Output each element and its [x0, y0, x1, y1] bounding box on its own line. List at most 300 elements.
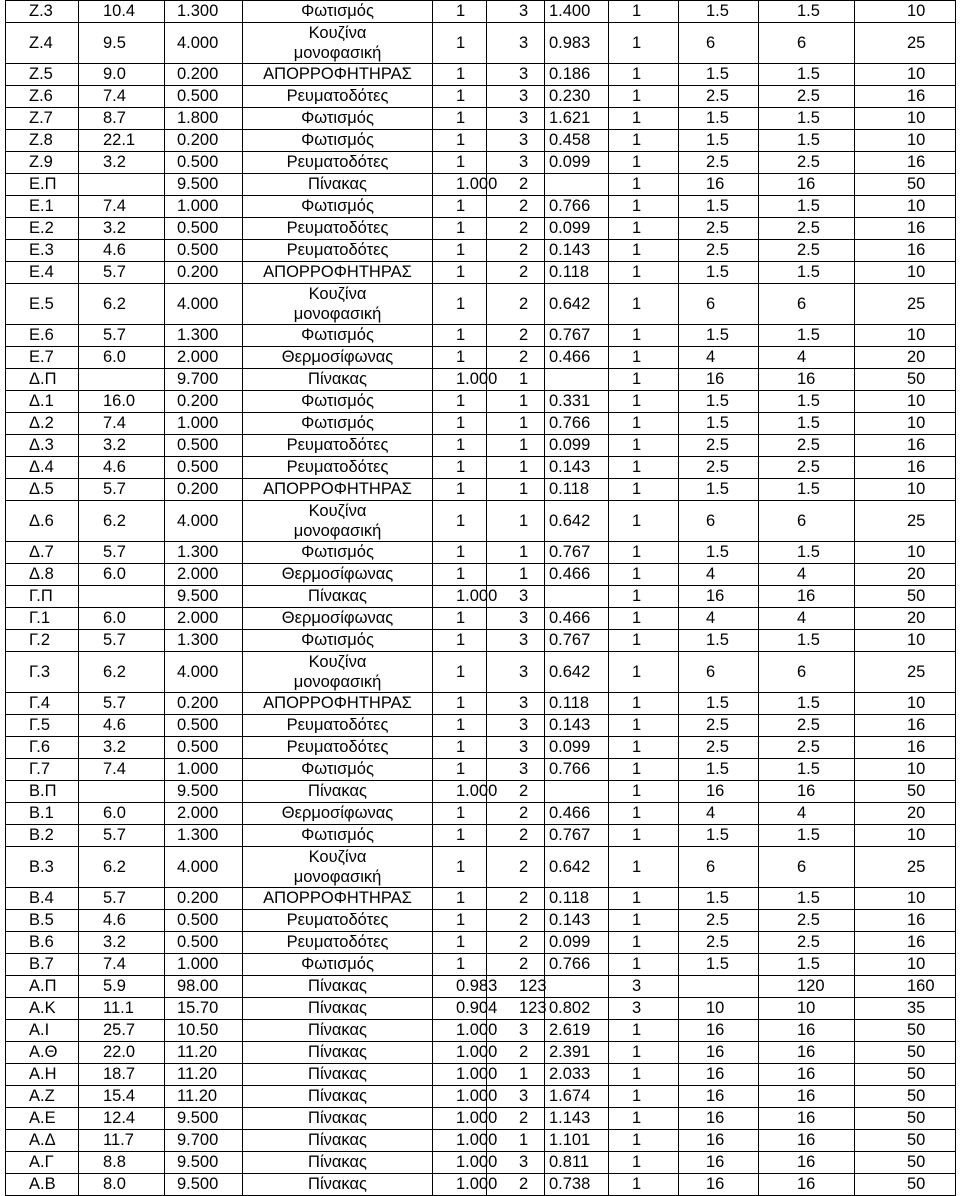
cell-factor: 1	[433, 825, 487, 846]
table-row	[6, 1, 956, 23]
cell-circuit-type: Πίνακας	[243, 998, 433, 1019]
cell-factor: 1	[433, 803, 487, 824]
table-row	[6, 130, 956, 152]
table-row	[6, 630, 956, 652]
table-row	[6, 759, 956, 781]
cell-breaker-rating: 16	[855, 737, 956, 758]
cell-power: 0.200	[165, 693, 243, 714]
cell-count: 1	[609, 1130, 679, 1151]
cell-length: 10.4	[79, 1, 165, 22]
cell-power: 0.500	[165, 435, 243, 456]
cell-factor: 1	[433, 501, 487, 541]
cell-phase: 3	[487, 715, 545, 736]
cell-factor: 1	[433, 196, 487, 217]
cell-factor: 1.000	[433, 369, 487, 390]
cell-cable-section: 6	[679, 652, 759, 692]
cell-cable-section-2: 1.5	[759, 108, 855, 129]
cell-phase: 3	[487, 737, 545, 758]
table-row	[6, 369, 956, 391]
cell-factor: 1	[433, 715, 487, 736]
cell-cable-section-2: 6	[759, 284, 855, 324]
cell-phase: 1	[487, 369, 545, 390]
cell-phase: 2	[487, 847, 545, 887]
cell-phase: 2	[487, 932, 545, 953]
cell-count: 1	[609, 652, 679, 692]
cell-voltage-drop: 1.101	[545, 1130, 609, 1151]
table-row	[6, 1042, 956, 1064]
cell-power: 4.000	[165, 284, 243, 324]
cell-breaker-rating: 50	[855, 174, 956, 195]
cell-phase: 3	[487, 130, 545, 151]
cell-power: 0.500	[165, 932, 243, 953]
cell-breaker-rating: 50	[855, 1042, 956, 1063]
cell-length: 5.7	[79, 262, 165, 283]
cell-count: 1	[609, 910, 679, 931]
cell-circuit-id: Γ.5	[6, 715, 79, 736]
cell-length: 6.0	[79, 564, 165, 585]
cell-voltage-drop: 0.767	[545, 825, 609, 846]
cell-cable-section-2: 1.5	[759, 325, 855, 346]
cell-cable-section-2: 1.5	[759, 64, 855, 85]
cell-circuit-id: Ε.6	[6, 325, 79, 346]
cell-voltage-drop: 0.118	[545, 888, 609, 909]
cell-factor: 1	[433, 479, 487, 500]
circuit-type-line: Κουζίνα	[308, 848, 367, 866]
circuit-type-line: Κουζίνα	[308, 502, 367, 520]
cell-power: 11.20	[165, 1064, 243, 1085]
cell-cable-section: 16	[679, 1020, 759, 1041]
cell-cable-section: 2.5	[679, 715, 759, 736]
cell-voltage-drop: 0.642	[545, 501, 609, 541]
cell-voltage-drop: 0.811	[545, 1152, 609, 1173]
cell-factor: 1	[433, 284, 487, 324]
cell-cable-section: 2.5	[679, 86, 759, 107]
table-row	[6, 586, 956, 608]
cell-cable-section-2: 120	[759, 976, 855, 997]
table-row	[6, 954, 956, 976]
circuit-type-line: μονοφασική	[293, 305, 382, 323]
cell-circuit-id: Γ.3	[6, 652, 79, 692]
cell-count: 1	[609, 1064, 679, 1085]
cell-breaker-rating: 16	[855, 457, 956, 478]
cell-cable-section: 1.5	[679, 888, 759, 909]
cell-length: 9.0	[79, 64, 165, 85]
cell-circuit-type: Ρευματοδότες	[243, 715, 433, 736]
cell-circuit-type: Ρευματοδότες	[243, 218, 433, 239]
cell-factor: 1	[433, 1, 487, 22]
cell-power: 1.000	[165, 413, 243, 434]
cell-phase: 2	[487, 325, 545, 346]
cell-voltage-drop: 2.033	[545, 1064, 609, 1085]
circuit-table	[5, 0, 956, 1196]
cell-circuit-type: Πίνακας	[243, 586, 433, 607]
cell-voltage-drop: 0.738	[545, 1174, 609, 1195]
cell-count: 1	[609, 737, 679, 758]
cell-circuit-id: Δ.Π	[6, 369, 79, 390]
cell-phase: 2	[487, 284, 545, 324]
cell-cable-section-2: 6	[759, 501, 855, 541]
cell-circuit-id: Δ.3	[6, 435, 79, 456]
cell-count: 1	[609, 564, 679, 585]
cell-breaker-rating: 10	[855, 130, 956, 151]
cell-cable-section: 2.5	[679, 435, 759, 456]
cell-power: 9.500	[165, 174, 243, 195]
cell-count: 3	[609, 998, 679, 1019]
cell-length	[79, 174, 165, 195]
cell-circuit-type: Φωτισμός	[243, 391, 433, 412]
cell-cable-section-2: 2.5	[759, 737, 855, 758]
cell-breaker-rating: 50	[855, 1152, 956, 1173]
cell-voltage-drop	[545, 174, 609, 195]
cell-length: 7.4	[79, 196, 165, 217]
cell-power: 2.000	[165, 608, 243, 629]
cell-count: 1	[609, 108, 679, 129]
table-row	[6, 413, 956, 435]
cell-cable-section: 1.5	[679, 108, 759, 129]
cell-circuit-id: Γ.7	[6, 759, 79, 780]
cell-length: 8.0	[79, 1174, 165, 1195]
cell-length: 25.7	[79, 1020, 165, 1041]
cell-cable-section: 2.5	[679, 218, 759, 239]
cell-power: 9.500	[165, 1108, 243, 1129]
cell-breaker-rating: 10	[855, 262, 956, 283]
cell-voltage-drop: 0.642	[545, 284, 609, 324]
table-row	[6, 1064, 956, 1086]
table-row	[6, 347, 956, 369]
table-row	[6, 1130, 956, 1152]
cell-breaker-rating: 10	[855, 888, 956, 909]
cell-factor: 1	[433, 64, 487, 85]
cell-factor: 1	[433, 954, 487, 975]
table-row	[6, 240, 956, 262]
cell-length: 5.7	[79, 479, 165, 500]
cell-breaker-rating: 50	[855, 586, 956, 607]
cell-phase: 3	[487, 108, 545, 129]
table-row	[6, 847, 956, 888]
cell-circuit-id: Α.Γ	[6, 1152, 79, 1173]
cell-cable-section-2: 16	[759, 1020, 855, 1041]
cell-length: 6.0	[79, 608, 165, 629]
cell-length: 5.7	[79, 693, 165, 714]
cell-factor: 1.000	[433, 1152, 487, 1173]
cell-circuit-type	[243, 847, 433, 887]
table-row	[6, 825, 956, 847]
cell-breaker-rating: 50	[855, 369, 956, 390]
cell-phase: 1	[487, 564, 545, 585]
cell-cable-section: 2.5	[679, 737, 759, 758]
cell-cable-section: 1.5	[679, 196, 759, 217]
cell-breaker-rating: 10	[855, 825, 956, 846]
cell-phase: 1	[487, 435, 545, 456]
cell-cable-section: 16	[679, 1152, 759, 1173]
cell-voltage-drop: 0.766	[545, 759, 609, 780]
cell-circuit-type: Θερμοσίφωνας	[243, 347, 433, 368]
cell-cable-section-2: 1.5	[759, 630, 855, 651]
cell-cable-section-2: 1.5	[759, 759, 855, 780]
cell-circuit-type: ΑΠΟΡΡΟΦΗΤΗΡΑΣ	[243, 693, 433, 714]
cell-circuit-type: Φωτισμός	[243, 759, 433, 780]
cell-voltage-drop: 0.767	[545, 542, 609, 563]
cell-phase: 3	[487, 586, 545, 607]
cell-length	[79, 369, 165, 390]
cell-circuit-type: ΑΠΟΡΡΟΦΗΤΗΡΑΣ	[243, 888, 433, 909]
cell-phase: 3	[487, 1020, 545, 1041]
cell-voltage-drop: 0.642	[545, 652, 609, 692]
cell-circuit-id: Ζ.5	[6, 64, 79, 85]
cell-breaker-rating: 50	[855, 781, 956, 802]
cell-voltage-drop: 0.118	[545, 479, 609, 500]
cell-circuit-type: Πίνακας	[243, 369, 433, 390]
cell-cable-section: 2.5	[679, 152, 759, 173]
cell-factor: 1.000	[433, 1020, 487, 1041]
cell-breaker-rating: 50	[855, 1130, 956, 1151]
cell-voltage-drop: 0.099	[545, 152, 609, 173]
cell-phase: 1	[487, 542, 545, 563]
cell-circuit-id: Ζ.8	[6, 130, 79, 151]
cell-power: 0.200	[165, 888, 243, 909]
cell-length: 5.7	[79, 630, 165, 651]
cell-circuit-type: Ρευματοδότες	[243, 737, 433, 758]
cell-phase: 3	[487, 23, 545, 63]
cell-power: 0.200	[165, 391, 243, 412]
cell-factor: 1	[433, 240, 487, 261]
cell-circuit-id: Β.5	[6, 910, 79, 931]
cell-breaker-rating: 10	[855, 759, 956, 780]
cell-circuit-id: Δ.6	[6, 501, 79, 541]
cell-count: 1	[609, 391, 679, 412]
cell-cable-section: 16	[679, 586, 759, 607]
cell-cable-section-2: 2.5	[759, 932, 855, 953]
cell-breaker-rating: 10	[855, 630, 956, 651]
cell-phase: 2	[487, 262, 545, 283]
cell-cable-section-2: 16	[759, 586, 855, 607]
cell-voltage-drop: 1.674	[545, 1086, 609, 1107]
cell-circuit-type: Φωτισμός	[243, 325, 433, 346]
cell-circuit-id: Β.1	[6, 803, 79, 824]
cell-voltage-drop: 0.466	[545, 564, 609, 585]
cell-breaker-rating: 25	[855, 847, 956, 887]
cell-phase: 2	[487, 347, 545, 368]
cell-power: 0.500	[165, 152, 243, 173]
cell-factor: 1	[433, 847, 487, 887]
cell-factor: 1	[433, 23, 487, 63]
cell-breaker-rating: 16	[855, 932, 956, 953]
cell-voltage-drop	[545, 781, 609, 802]
cell-circuit-type: Φωτισμός	[243, 413, 433, 434]
cell-breaker-rating: 160	[855, 976, 956, 997]
cell-circuit-type: Ρευματοδότες	[243, 435, 433, 456]
cell-voltage-drop: 0.118	[545, 693, 609, 714]
cell-phase: 3	[487, 1, 545, 22]
cell-count: 1	[609, 23, 679, 63]
table-row	[6, 1108, 956, 1130]
cell-cable-section-2: 16	[759, 1064, 855, 1085]
table-row	[6, 196, 956, 218]
cell-cable-section: 4	[679, 347, 759, 368]
cell-circuit-type: Ρευματοδότες	[243, 457, 433, 478]
cell-circuit-id: Β.2	[6, 825, 79, 846]
cell-count: 3	[609, 976, 679, 997]
cell-cable-section-2: 1.5	[759, 391, 855, 412]
cell-length: 6.2	[79, 501, 165, 541]
cell-power: 1.300	[165, 325, 243, 346]
cell-power: 1.300	[165, 825, 243, 846]
cell-circuit-type: Φωτισμός	[243, 196, 433, 217]
cell-power: 1.000	[165, 196, 243, 217]
cell-power: 10.50	[165, 1020, 243, 1041]
cell-factor: 1	[433, 564, 487, 585]
cell-power: 4.000	[165, 652, 243, 692]
cell-phase: 1	[487, 413, 545, 434]
cell-count: 1	[609, 586, 679, 607]
cell-circuit-type	[243, 652, 433, 692]
cell-power: 0.500	[165, 910, 243, 931]
circuit-type-line: Κουζίνα	[308, 285, 367, 303]
cell-factor: 1	[433, 542, 487, 563]
cell-circuit-type: Πίνακας	[243, 1174, 433, 1195]
cell-factor: 1	[433, 152, 487, 173]
cell-circuit-type: Φωτισμός	[243, 542, 433, 563]
cell-length: 16.0	[79, 391, 165, 412]
cell-circuit-id: Ε.7	[6, 347, 79, 368]
cell-factor: 1	[433, 262, 487, 283]
cell-phase: 1	[487, 457, 545, 478]
cell-count: 1	[609, 932, 679, 953]
cell-factor: 1	[433, 325, 487, 346]
cell-length	[79, 586, 165, 607]
cell-phase: 2	[487, 888, 545, 909]
cell-cable-section: 6	[679, 284, 759, 324]
cell-circuit-type: Θερμοσίφωνας	[243, 608, 433, 629]
cell-circuit-id: Α.Η	[6, 1064, 79, 1085]
cell-length: 7.4	[79, 86, 165, 107]
cell-factor: 1	[433, 218, 487, 239]
cell-power: 9.500	[165, 1174, 243, 1195]
cell-circuit-id: Δ.5	[6, 479, 79, 500]
cell-breaker-rating: 25	[855, 652, 956, 692]
cell-circuit-id: Α.Θ	[6, 1042, 79, 1063]
cell-voltage-drop: 0.766	[545, 413, 609, 434]
cell-count: 1	[609, 825, 679, 846]
cell-cable-section: 1.5	[679, 693, 759, 714]
cell-cable-section-2: 16	[759, 1086, 855, 1107]
cell-circuit-id: Γ.2	[6, 630, 79, 651]
cell-circuit-id: Ζ.3	[6, 1, 79, 22]
cell-breaker-rating: 10	[855, 1, 956, 22]
table-row	[6, 910, 956, 932]
cell-circuit-id: Δ.7	[6, 542, 79, 563]
circuit-type-line: μονοφασική	[293, 44, 382, 62]
cell-cable-section: 2.5	[679, 240, 759, 261]
cell-length: 11.7	[79, 1130, 165, 1151]
cell-circuit-id: Α.Π	[6, 976, 79, 997]
cell-length: 15.4	[79, 1086, 165, 1107]
table-row	[6, 325, 956, 347]
cell-circuit-id: Γ.Π	[6, 586, 79, 607]
cell-circuit-id: Δ.1	[6, 391, 79, 412]
cell-count: 1	[609, 174, 679, 195]
cell-length: 8.8	[79, 1152, 165, 1173]
cell-count: 1	[609, 630, 679, 651]
cell-circuit-id: Ε.5	[6, 284, 79, 324]
cell-phase: 2	[487, 781, 545, 802]
cell-count: 1	[609, 1174, 679, 1195]
cell-voltage-drop: 1.400	[545, 1, 609, 22]
cell-length: 3.2	[79, 932, 165, 953]
cell-circuit-type: Ρευματοδότες	[243, 152, 433, 173]
cell-voltage-drop: 0.766	[545, 196, 609, 217]
cell-breaker-rating: 25	[855, 284, 956, 324]
cell-phase: 123	[487, 976, 545, 997]
cell-cable-section-2: 2.5	[759, 435, 855, 456]
cell-count: 1	[609, 86, 679, 107]
cell-breaker-rating: 20	[855, 564, 956, 585]
cell-cable-section: 1.5	[679, 413, 759, 434]
cell-circuit-type: Ρευματοδότες	[243, 240, 433, 261]
cell-circuit-id: Β.7	[6, 954, 79, 975]
cell-count: 1	[609, 435, 679, 456]
table-row	[6, 564, 956, 586]
cell-voltage-drop: 0.983	[545, 23, 609, 63]
cell-factor: 1.000	[433, 1174, 487, 1195]
cell-breaker-rating: 16	[855, 240, 956, 261]
cell-breaker-rating: 16	[855, 86, 956, 107]
cell-power: 1.800	[165, 108, 243, 129]
table-row	[6, 715, 956, 737]
cell-length: 4.6	[79, 910, 165, 931]
cell-cable-section-2: 1.5	[759, 262, 855, 283]
cell-count: 1	[609, 347, 679, 368]
cell-circuit-id: Γ.6	[6, 737, 79, 758]
cell-phase: 3	[487, 152, 545, 173]
cell-cable-section: 1.5	[679, 630, 759, 651]
table-row	[6, 501, 956, 542]
cell-cable-section-2: 6	[759, 652, 855, 692]
cell-circuit-type	[243, 501, 433, 541]
cell-cable-section: 1.5	[679, 262, 759, 283]
cell-count: 1	[609, 759, 679, 780]
cell-cable-section: 10	[679, 998, 759, 1019]
cell-phase: 2	[487, 1042, 545, 1063]
cell-circuit-id: Γ.1	[6, 608, 79, 629]
cell-cable-section: 2.5	[679, 457, 759, 478]
circuit-type-line: Κουζίνα	[308, 653, 367, 671]
cell-power: 9.500	[165, 586, 243, 607]
cell-circuit-type: Πίνακας	[243, 174, 433, 195]
cell-count: 1	[609, 608, 679, 629]
cell-cable-section-2: 4	[759, 803, 855, 824]
cell-circuit-id: Ε.3	[6, 240, 79, 261]
cell-cable-section-2: 16	[759, 1130, 855, 1151]
cell-count: 1	[609, 218, 679, 239]
cell-length: 3.2	[79, 737, 165, 758]
cell-power: 9.500	[165, 1152, 243, 1173]
cell-power: 0.500	[165, 218, 243, 239]
table-row	[6, 284, 956, 325]
cell-count: 1	[609, 369, 679, 390]
cell-voltage-drop: 0.466	[545, 347, 609, 368]
cell-power: 9.700	[165, 1130, 243, 1151]
cell-count: 1	[609, 262, 679, 283]
cell-circuit-type: Φωτισμός	[243, 954, 433, 975]
cell-length: 6.2	[79, 284, 165, 324]
cell-cable-section: 1.5	[679, 479, 759, 500]
cell-voltage-drop: 0.466	[545, 803, 609, 824]
cell-cable-section: 2.5	[679, 932, 759, 953]
cell-circuit-id: Α.Δ	[6, 1130, 79, 1151]
cell-power: 0.500	[165, 86, 243, 107]
table-row	[6, 652, 956, 693]
